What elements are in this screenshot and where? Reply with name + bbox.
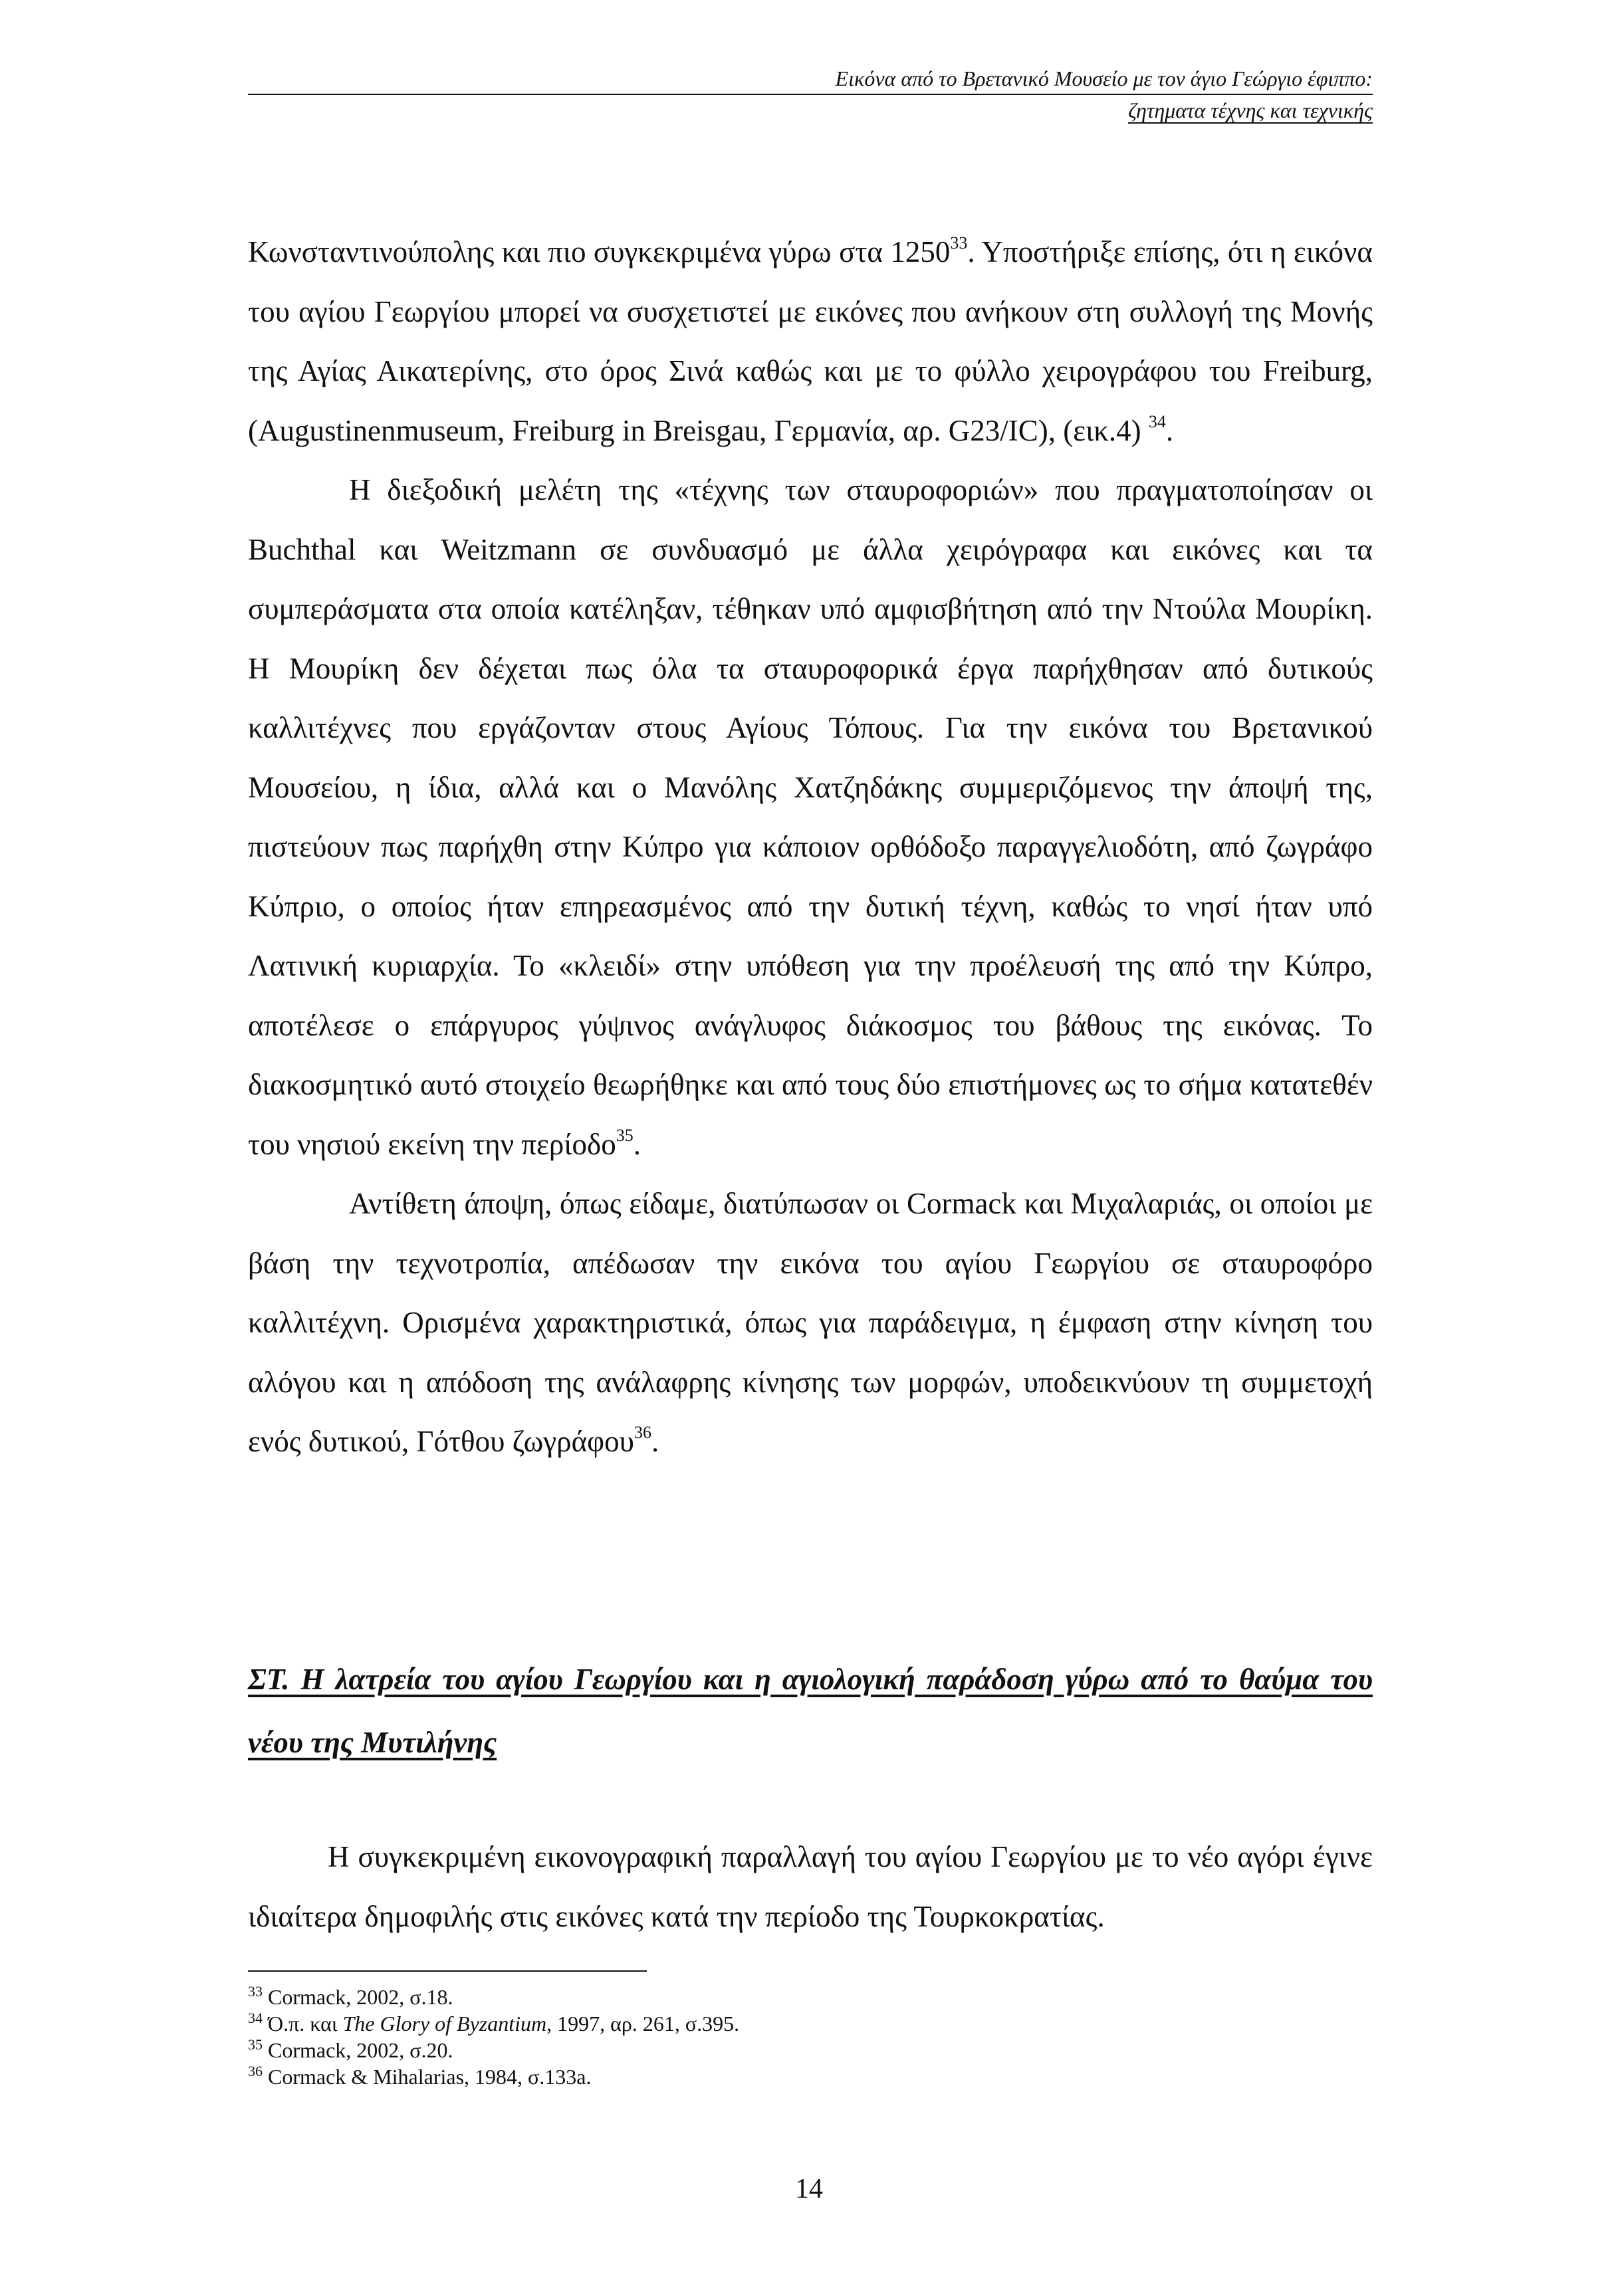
footnote-ref-34: 34 — [1148, 411, 1166, 431]
footnote-text-post: , 1997, αρ. 261, σ.395. — [546, 2012, 740, 2035]
main-text — [248, 223, 1373, 1472]
footnote-separator — [248, 1970, 647, 1972]
running-header-line2-text: ζητηματα τέχνης και τεχνικής — [1128, 98, 1373, 122]
paragraph-1-text-b: . Υποστήριξε επίσης, ότι η εικόνα του αγίου Γεωργίου μπορεί να συσχετιστεί με εικόνες που ανήκουν στη συλλογή της Μονής της Αγίας Αικατερίνης, στο όρος Σινά καθώς και με το φύλλο χειρογράφου του Freiburg, (Augustinenmuseum, Freiburg in Breisgau, Γερμανία, αρ. G23/IC), (εικ.4) — [248, 235, 1373, 447]
section-heading: ΣΤ. Η λατρεία του αγίου Γεωργίου και η αγιολογική παράδοση γύρω από το θαύμα του νέου της Μυτιλήνης — [248, 1663, 1373, 1759]
footnote-ref-35: 35 — [616, 1125, 634, 1145]
footnote-number: 36 — [248, 2063, 263, 2079]
paragraph-2-text-a: Η διεξοδική μελέτη της «τέχνης των σταυροφοριών» που πραγματοποίησαν οι Buchthal και Weitzmann σε συνδυασμό με άλλα χειρόγραφα και εικόνες και τα συμπεράσματα στα οποία κατέληξαν, τέθηκαν υπό αμφισβήτηση από την Ντούλα Μουρίκη. Η Μουρίκη δεν δέχεται πως όλα τα σταυροφορικά έργα παρήχθησαν από δυτικούς καλλιτέχνες που εργάζονταν στους Αγίους Τόπους. Για την εικόνα του Βρετανικού Μουσείου, η ίδια, αλλά και ο Μανόλης Χατζηδάκης συμμεριζόμενος την άποψή της, πιστεύουν πως παρήχθη στην Κύπρο για κάποιον ορθόδοξο παραγγελιοδότη, από ζωγράφο Κύπριο, ο οποίος ήταν επηρεασμένος από την δυτική τέχνη, καθώς το νησί ήταν υπό Λατινική κυριαρχία. Το «κλειδί» στην υπόθεση για την προέλευσή της από την Κύπρο, αποτέλεσε ο επάργυρος γύψινος ανάγλυφος διάκοσμος του βάθους της εικόνας. Το διακοσμητικό αυτό στοιχείο θεωρήθηκε και από τους δύο επιστήμονες ως το σήμα κατατεθέν του νησιού εκείνη την περίοδο — [248, 473, 1373, 1161]
footnote-text: Ό.π. και — [268, 2012, 343, 2035]
running-header — [248, 63, 1373, 126]
footnote-number: 33 — [248, 1983, 263, 2000]
footnote-33 — [248, 1984, 1373, 2010]
page-number: 14 — [795, 2174, 823, 2204]
running-header-line2 — [248, 95, 1373, 126]
running-header-line1: Εικόνα από το Βρετανικό Μουσείο με τον άγιο Γεώργιο έφιππο: — [248, 63, 1373, 95]
paragraph-2-text-b: . — [633, 1127, 641, 1161]
paragraph-3 — [248, 1174, 1373, 1472]
paragraph-3-text-a: Αντίθετη άποψη, όπως είδαμε, διατύπωσαν οι Cormack και Μιχαλαριάς, οι οποίοι με βάση την τεχνοτροπία, απέδωσαν την εικόνα του αγίου Γεωργίου σε σταυροφόρο καλλιτέχνη. Ορισμένα χαρακτηριστικά, όπως για παράδειγμα, η έμφαση στην κίνηση του αλόγου και η απόδοση της ανάλαφρης κίνησης των μορφών, υποδεικνύουν τη συμμετοχή ενός δυτικού, Γότθου ζωγράφου — [248, 1187, 1373, 1458]
paragraph-1-text-c: . — [1165, 413, 1174, 447]
footnote-36 — [248, 2063, 1373, 2090]
footnote-text: Cormack, 2002, σ.20. — [268, 2038, 453, 2062]
footnote-ref-33: 33 — [950, 233, 968, 253]
footnote-italic-title: The Glory of Byzantium — [342, 2012, 547, 2035]
paragraph-2 — [248, 461, 1373, 1174]
footnote-34 — [248, 2010, 1373, 2037]
footnotes — [248, 1984, 1373, 2090]
after-heading-text — [248, 1827, 1373, 1946]
footnote-number: 35 — [248, 2036, 263, 2053]
paragraph-4: Η συγκεκριμένη εικονογραφική παραλλαγή του αγίου Γεωργίου με το νέο αγόρι έγινε ιδιαίτερα δημοφιλής στις εικόνες κατά την περίοδο της Τουρκοκρατίας. — [248, 1840, 1373, 1933]
footnote-35 — [248, 2037, 1373, 2063]
footnote-text: Cormack, 2002, σ.18. — [268, 1985, 453, 2009]
footnote-text: Cormack & Mihalarias, 1984, σ.133a. — [268, 2065, 592, 2089]
paragraph-1 — [248, 223, 1373, 461]
paragraph-3-text-b: . — [651, 1425, 659, 1458]
footnote-ref-36: 36 — [634, 1423, 651, 1442]
paragraph-1-text-a: Κωνσταντινούπολης και πιο συγκεκριμένα γύρω στα 1250 — [248, 235, 951, 268]
footnote-number: 34 — [248, 2010, 263, 2026]
